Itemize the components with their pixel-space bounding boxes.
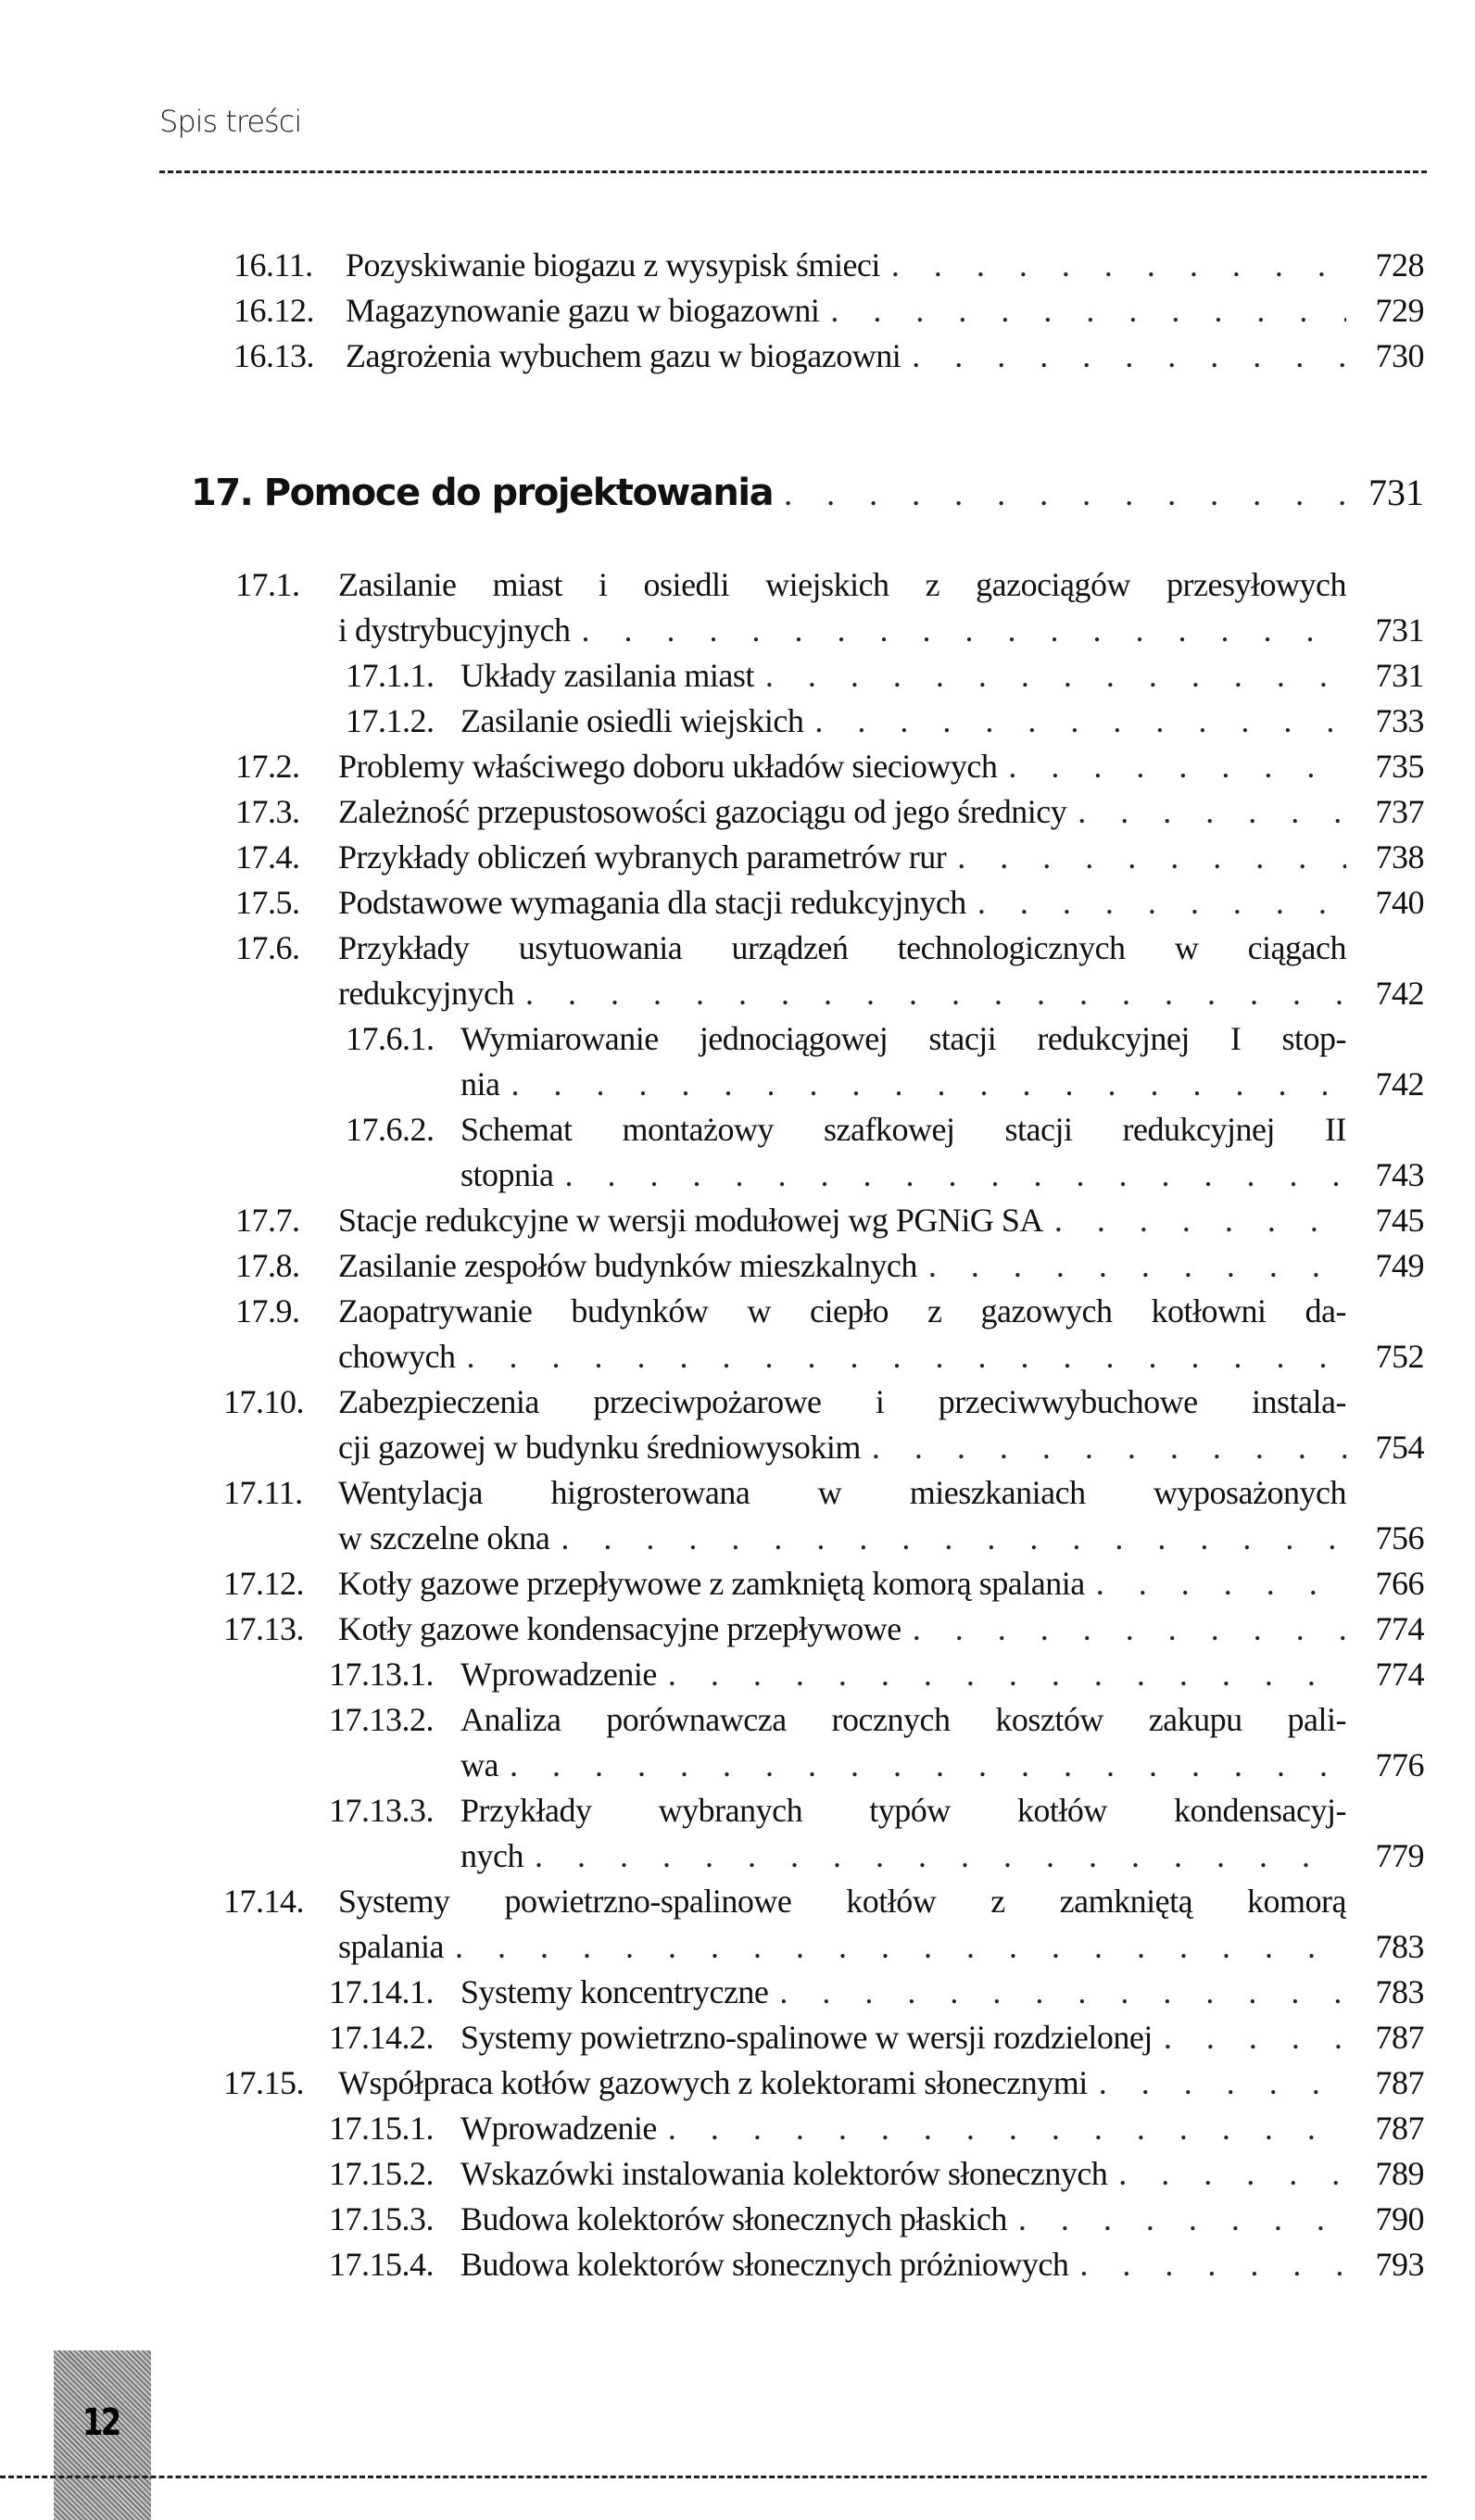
entry-number: 16.11. (233, 246, 313, 284)
entry-number: 17.3. (235, 793, 300, 830)
entry-page: 738 (1375, 838, 1424, 876)
entry-number: 17.1.1. (346, 657, 435, 694)
toc-entry-line[interactable] (223, 1561, 1424, 1606)
dot-leader (1079, 2242, 1346, 2287)
entry-number: 17.15.2. (329, 2155, 434, 2192)
entry-title: Zależność przepustosowości gazociągu od jego średnicy (338, 793, 1067, 830)
entry-title: Problemy właściwego doboru układów sieciowych (338, 748, 998, 785)
entry-title: Stacje redukcyjne w wersji modułowej wg PGNiG SA (338, 1202, 1043, 1239)
dot-leader (1054, 1198, 1346, 1243)
entry-title: nia (460, 1065, 500, 1102)
dot-leader (1078, 789, 1346, 835)
header-divider (159, 170, 1427, 173)
toc-entry-line[interactable] (223, 2060, 1424, 2106)
dot-leader (891, 243, 1346, 288)
dot-leader (957, 835, 1346, 880)
dot-leader (511, 1062, 1346, 1107)
entry-number: 17.15.4. (329, 2246, 434, 2283)
entry-title: Zasilanie zespołów budynków mieszkalnych (338, 1247, 917, 1284)
entry-page: 776 (1375, 1746, 1424, 1783)
entry-number: 16.12. (233, 292, 314, 329)
toc-entry-line[interactable] (329, 2015, 1424, 2060)
entry-page: 787 (1375, 2064, 1424, 2101)
entry-title: Kotły gazowe przepływowe z zamkniętą komorą spalania (338, 1565, 1085, 1602)
entry-title: stopnia (460, 1156, 554, 1193)
entry-number: 17.4. (235, 838, 300, 876)
entry-page: 742 (1375, 1065, 1424, 1102)
entry-number: 17.10. (223, 1383, 304, 1420)
toc-entry-line[interactable] (329, 1788, 1424, 1833)
toc-entry-line[interactable] (329, 1652, 1424, 1697)
toc-entry-line[interactable] (235, 562, 1424, 608)
dot-leader (565, 1153, 1347, 1198)
entry-page: 774 (1375, 1610, 1424, 1647)
toc-entry-line[interactable] (235, 971, 1424, 1016)
toc-entry-line[interactable] (346, 1016, 1424, 1062)
dot-leader (455, 1924, 1346, 1970)
entry-title: cji gazowej w budynku średniowysokim (338, 1429, 861, 1466)
chapter-heading[interactable] (191, 471, 1424, 514)
toc-entry-line[interactable] (223, 1516, 1424, 1561)
entry-page: 737 (1375, 793, 1424, 830)
entry-page: 766 (1375, 1565, 1424, 1602)
entry-title: Wentylacja higrosterowana w mieszkaniach wyposażonych (338, 1474, 1346, 1511)
entry-title: redukcyjnych (338, 975, 514, 1012)
entry-page: 742 (1375, 975, 1424, 1012)
entry-number: 17.13.1. (329, 1656, 434, 1693)
toc-entry-line[interactable] (233, 334, 1424, 379)
entry-number: 17.14. (223, 1883, 304, 1920)
entry-title: Podstawowe wymagania dla stacji redukcyjnych (338, 884, 966, 921)
toc-entry-line[interactable] (235, 1198, 1424, 1243)
entry-number: 17.6. (235, 929, 300, 966)
entry-page: 731 (1375, 657, 1424, 694)
entry-title: Zabezpieczenia przeciwpożarowe i przeciwwybuchowe instala- (338, 1383, 1346, 1420)
entry-title: Wprowadzenie (460, 1656, 657, 1693)
entry-number: 17.14.2. (329, 2019, 434, 2056)
entry-number: 17.13.2. (329, 1701, 434, 1738)
entry-title: Wprowadzenie (460, 2110, 657, 2147)
toc-entry-line[interactable] (329, 2151, 1424, 2197)
entry-title: Systemy powietrzno-spalinowe w wersji rozdzielonej (460, 2019, 1153, 2056)
entry-number: 17.1. (235, 566, 300, 603)
entry-page: 790 (1375, 2200, 1424, 2237)
dot-leader (765, 653, 1346, 699)
entry-page: 783 (1375, 1928, 1424, 1965)
dot-leader (872, 1425, 1346, 1470)
entry-title: w szczelne okna (338, 1519, 550, 1556)
toc-entry-line[interactable] (329, 1833, 1424, 1879)
dot-leader (814, 699, 1346, 744)
entry-page: 793 (1375, 2246, 1424, 2283)
entry-page: 729 (1375, 292, 1424, 329)
toc-entry-line[interactable] (235, 880, 1424, 926)
entry-page: 733 (1375, 702, 1424, 739)
toc-entry-line[interactable] (233, 288, 1424, 334)
entry-page: 787 (1375, 2110, 1424, 2147)
entry-page: 779 (1375, 1837, 1424, 1874)
dot-leader (913, 1606, 1346, 1652)
dot-leader (784, 474, 1346, 513)
dot-leader (561, 1516, 1346, 1561)
toc-entry-line[interactable] (235, 1289, 1424, 1334)
toc-entry-line[interactable] (329, 2197, 1424, 2242)
toc-entry-line[interactable] (235, 835, 1424, 880)
toc-entry-line[interactable] (235, 1334, 1424, 1380)
entry-title: Pozyskiwanie biogazu z wysypisk śmieci (346, 246, 880, 284)
entry-number: 17.15.1. (329, 2110, 434, 2147)
toc-entry-line[interactable] (223, 1425, 1424, 1470)
entry-number: 17.9. (235, 1292, 300, 1329)
entry-title: Kotły gazowe kondensacyjne przepływowe (338, 1610, 901, 1647)
entry-title: Przykłady obliczeń wybranych parametrów rur (338, 838, 947, 876)
entry-number: 17.6.1. (346, 1020, 435, 1057)
entry-title: Współpraca kotłów gazowych z kolektorami słonecznymi (338, 2064, 1088, 2101)
toc-entry-line[interactable] (346, 699, 1424, 744)
entry-number: 16.13. (233, 337, 314, 374)
entry-number: 17.12. (223, 1565, 304, 1602)
dot-leader (1008, 744, 1346, 789)
entry-number: 17.2. (235, 748, 300, 785)
entry-page: 756 (1375, 1519, 1424, 1556)
toc-entry-line[interactable] (329, 2106, 1424, 2151)
entry-number: 17.13.3. (329, 1792, 434, 1829)
dot-leader (581, 608, 1346, 653)
entry-title: Systemy koncentryczne (460, 1973, 769, 2010)
entry-page: 749 (1375, 1247, 1424, 1284)
entry-page: 754 (1375, 1429, 1424, 1466)
toc-entry-line[interactable] (223, 1470, 1424, 1516)
toc-entry-line[interactable] (235, 608, 1424, 653)
toc-entry-line[interactable] (346, 1062, 1424, 1107)
entry-title: spalania (338, 1928, 444, 1965)
dot-leader (977, 880, 1346, 926)
entry-title: nych (460, 1837, 523, 1874)
entry-title: Zaopatrywanie budynków w ciepło z gazowych kotłowni da- (338, 1292, 1346, 1329)
dot-leader (668, 2106, 1346, 2151)
entry-title: i dystrybucyjnych (338, 611, 571, 649)
page-number: 12 (82, 2401, 120, 2444)
entry-title: Zagrożenia wybuchem gazu w biogazowni (346, 337, 901, 374)
toc-entry-line[interactable] (346, 1107, 1424, 1153)
toc-entry-line[interactable] (235, 744, 1424, 789)
entry-number: 17.13. (223, 1610, 304, 1647)
entry-number: 17.11. (223, 1474, 303, 1511)
toc-entry-line[interactable] (235, 1243, 1424, 1289)
running-head: Spis treści (159, 104, 302, 139)
entry-number: 17.14.1. (329, 1973, 434, 2010)
chapter-title: 17. Pomoce do projektowania (191, 472, 774, 514)
entry-title: Magazynowanie gazu w biogazowni (346, 292, 820, 329)
entry-page: 783 (1375, 1973, 1424, 2010)
entry-title: Analiza porównawcza rocznych kosztów zakupu pali- (460, 1701, 1346, 1738)
entry-title: Przykłady usytuowania urządzeń technologicznych w ciągach (338, 929, 1346, 966)
dot-leader (830, 288, 1346, 334)
toc-entry-line[interactable] (223, 1606, 1424, 1652)
entry-page: 730 (1375, 337, 1424, 374)
toc-entry-line[interactable] (223, 1924, 1424, 1970)
entry-number: 17.6.2. (346, 1111, 435, 1148)
toc-entry-line[interactable] (329, 1743, 1424, 1788)
entry-number: 17.8. (235, 1247, 300, 1284)
toc-entry-line[interactable] (233, 243, 1424, 288)
dot-leader (535, 1833, 1346, 1879)
entry-page: 735 (1375, 748, 1424, 785)
entry-number: 17.15. (223, 2064, 304, 2101)
dot-leader (510, 1743, 1346, 1788)
entry-page: 774 (1375, 1656, 1424, 1693)
entry-page: 787 (1375, 2019, 1424, 2056)
dot-leader (1099, 2060, 1346, 2106)
entry-page: 740 (1375, 884, 1424, 921)
entry-page: 789 (1375, 2155, 1424, 2192)
entry-page: 728 (1375, 246, 1424, 284)
entry-title: Wymiarowanie jednociągowej stacji redukcyjnej I stop- (460, 1020, 1346, 1057)
dot-leader (928, 1243, 1346, 1289)
entry-title: Budowa kolektorów słonecznych płaskich (460, 2200, 1007, 2237)
entry-title: Wskazówki instalowania kolektorów słonecznych (460, 2155, 1108, 2192)
entry-page: 731 (1375, 611, 1424, 649)
entry-title: Zasilanie osiedli wiejskich (460, 702, 804, 739)
dot-leader (668, 1652, 1346, 1697)
entry-number: 17.5. (235, 884, 300, 921)
entry-title: chowych (338, 1338, 456, 1375)
dot-leader (466, 1334, 1346, 1380)
toc-entry-line[interactable] (346, 653, 1424, 699)
entry-page: 752 (1375, 1338, 1424, 1375)
toc-entry-line[interactable] (235, 926, 1424, 971)
toc-entry-line[interactable] (329, 2242, 1424, 2287)
toc-entry-line[interactable] (329, 1697, 1424, 1743)
footer-divider (0, 2476, 1427, 2478)
toc-entry-line[interactable] (329, 1970, 1424, 2015)
entry-title: Zasilanie miast i osiedli wiejskich z gazociągów przesyłowych (338, 566, 1346, 603)
dot-leader (1118, 2151, 1346, 2197)
toc-entry-line[interactable] (346, 1153, 1424, 1198)
dot-leader (1164, 2015, 1346, 2060)
dot-leader (1018, 2197, 1346, 2242)
entry-title: Systemy powietrzno-spalinowe kotłów z zamkniętą komorą (338, 1883, 1346, 1920)
entry-number: 17.15.3. (329, 2200, 434, 2237)
entry-title: Schemat montażowy szafkowej stacji redukcyjnej II (460, 1111, 1346, 1148)
dot-leader (779, 1970, 1346, 2015)
entry-number: 17.7. (235, 1202, 300, 1239)
toc-entry-line[interactable] (223, 1380, 1424, 1425)
entry-page: 745 (1375, 1202, 1424, 1239)
entry-title: Układy zasilania miast (460, 657, 754, 694)
entry-title: Budowa kolektorów słonecznych próżniowych (460, 2246, 1069, 2283)
entry-title: wa (460, 1746, 498, 1783)
entry-page: 743 (1375, 1156, 1424, 1193)
toc-entry-line[interactable] (235, 789, 1424, 835)
entry-title: Przykłady wybranych typów kotłów kondensacyj- (460, 1792, 1346, 1829)
dot-leader (525, 971, 1346, 1016)
dot-leader (1096, 1561, 1346, 1606)
toc-entry-line[interactable] (223, 1879, 1424, 1924)
dot-leader (912, 334, 1346, 379)
entry-number: 17.1.2. (346, 702, 435, 739)
chapter-page: 731 (1368, 472, 1424, 513)
